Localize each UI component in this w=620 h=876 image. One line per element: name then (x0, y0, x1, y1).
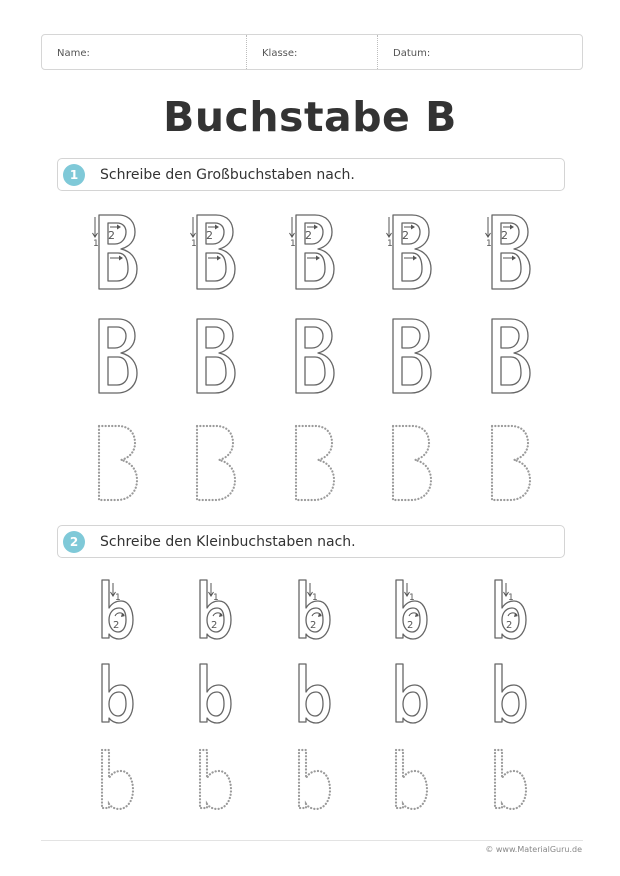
lowercase-b-outline (196, 662, 234, 726)
task-1-instruction (57, 158, 565, 191)
uppercase-guided-letter (192, 212, 238, 294)
stroke-number-1: 1 (290, 239, 296, 249)
lowercase-b-guided (491, 578, 529, 642)
stroke-number-2: 2 (206, 229, 213, 242)
uppercase-b-guided (487, 212, 533, 294)
lowercase-b-guided (295, 578, 333, 642)
stroke-number-1: 1 (508, 593, 514, 603)
date-label: Datum: (393, 48, 431, 59)
lowercase-b-outline (98, 662, 136, 726)
stroke-number-2: 2 (305, 229, 312, 242)
uppercase-guided-letter (291, 212, 337, 294)
stroke-number-1: 1 (93, 239, 99, 249)
task-1-number: 1 (63, 164, 85, 186)
lowercase-dotted-letter (491, 748, 529, 812)
lowercase-dotted-letter (392, 748, 430, 812)
uppercase-guided-row (0, 212, 620, 298)
uppercase-dotted-letter (487, 423, 533, 505)
lowercase-b-guided (392, 578, 430, 642)
task-2-text: Schreibe den Kleinbuchstaben nach. (100, 534, 356, 550)
lowercase-b-guided (98, 578, 136, 642)
uppercase-outline-row (0, 316, 620, 402)
uppercase-b-outline (94, 316, 140, 398)
uppercase-outline-letter (94, 316, 140, 398)
uppercase-b-outline (291, 316, 337, 398)
stroke-number-2: 2 (506, 620, 513, 631)
name-label: Name: (57, 48, 90, 59)
lowercase-b-outline (491, 662, 529, 726)
uppercase-b-guided (291, 212, 337, 294)
name-field[interactable] (42, 35, 247, 69)
lowercase-outline-letter (295, 662, 333, 726)
task-1-text: Schreibe den Großbuchstaben nach. (100, 167, 355, 183)
uppercase-outline-letter (487, 316, 533, 398)
lowercase-outline-row (0, 662, 620, 726)
uppercase-guided-letter (487, 212, 533, 294)
uppercase-dotted-letter (192, 423, 238, 505)
stroke-number-1: 1 (115, 593, 121, 603)
task-2-instruction (57, 525, 565, 558)
stroke-number-1: 1 (387, 239, 393, 249)
lowercase-dotted-letter (98, 748, 136, 812)
lowercase-dotted-letter (196, 748, 234, 812)
lowercase-guided-letter (491, 578, 529, 642)
uppercase-guided-letter (94, 212, 140, 294)
uppercase-b-outline (192, 316, 238, 398)
lowercase-guided-letter (98, 578, 136, 642)
uppercase-b-guided (388, 212, 434, 294)
stroke-number-1: 1 (312, 593, 318, 603)
uppercase-b-dotted (291, 423, 337, 505)
footer-copyright: © www.MaterialGuru.de (485, 845, 582, 854)
stroke-number-1: 1 (486, 239, 492, 249)
uppercase-b-guided (192, 212, 238, 294)
uppercase-dotted-letter (94, 423, 140, 505)
uppercase-b-dotted (487, 423, 533, 505)
lowercase-b-guided (196, 578, 234, 642)
lowercase-b-outline (392, 662, 430, 726)
lowercase-b-dotted (98, 748, 136, 812)
stroke-number-1: 1 (213, 593, 219, 603)
class-label: Klasse: (262, 48, 298, 59)
task-2-number: 2 (63, 531, 85, 553)
lowercase-b-dotted (295, 748, 333, 812)
uppercase-guided-letter (388, 212, 434, 294)
page-title: Buchstabe B (163, 93, 457, 141)
date-field[interactable] (378, 35, 582, 69)
uppercase-outline-letter (192, 316, 238, 398)
stroke-number-1: 1 (191, 239, 197, 249)
uppercase-b-guided (94, 212, 140, 294)
lowercase-outline-letter (196, 662, 234, 726)
stroke-number-2: 2 (108, 229, 115, 242)
stroke-number-2: 2 (407, 620, 414, 631)
uppercase-dotted-letter (291, 423, 337, 505)
lowercase-outline-letter (392, 662, 430, 726)
uppercase-outline-letter (291, 316, 337, 398)
uppercase-b-outline (388, 316, 434, 398)
stroke-number-2: 2 (402, 229, 409, 242)
stroke-number-2: 2 (501, 229, 508, 242)
uppercase-b-outline (487, 316, 533, 398)
lowercase-b-outline (295, 662, 333, 726)
footer-divider (41, 840, 583, 841)
lowercase-outline-letter (98, 662, 136, 726)
lowercase-guided-letter (295, 578, 333, 642)
uppercase-b-dotted (94, 423, 140, 505)
uppercase-b-dotted (192, 423, 238, 505)
uppercase-outline-letter (388, 316, 434, 398)
header-box (41, 34, 583, 70)
lowercase-b-dotted (392, 748, 430, 812)
stroke-number-2: 2 (310, 620, 317, 631)
lowercase-guided-row (0, 578, 620, 644)
lowercase-guided-letter (392, 578, 430, 642)
uppercase-b-dotted (388, 423, 434, 505)
uppercase-dotted-letter (388, 423, 434, 505)
lowercase-dotted-letter (295, 748, 333, 812)
lowercase-guided-letter (196, 578, 234, 642)
lowercase-b-dotted (491, 748, 529, 812)
class-field[interactable] (247, 35, 378, 69)
lowercase-dotted-row (0, 748, 620, 808)
stroke-number-2: 2 (113, 620, 120, 631)
lowercase-b-dotted (196, 748, 234, 812)
lowercase-outline-letter (491, 662, 529, 726)
stroke-number-1: 1 (409, 593, 415, 603)
uppercase-dotted-row (0, 423, 620, 499)
stroke-number-2: 2 (211, 620, 218, 631)
